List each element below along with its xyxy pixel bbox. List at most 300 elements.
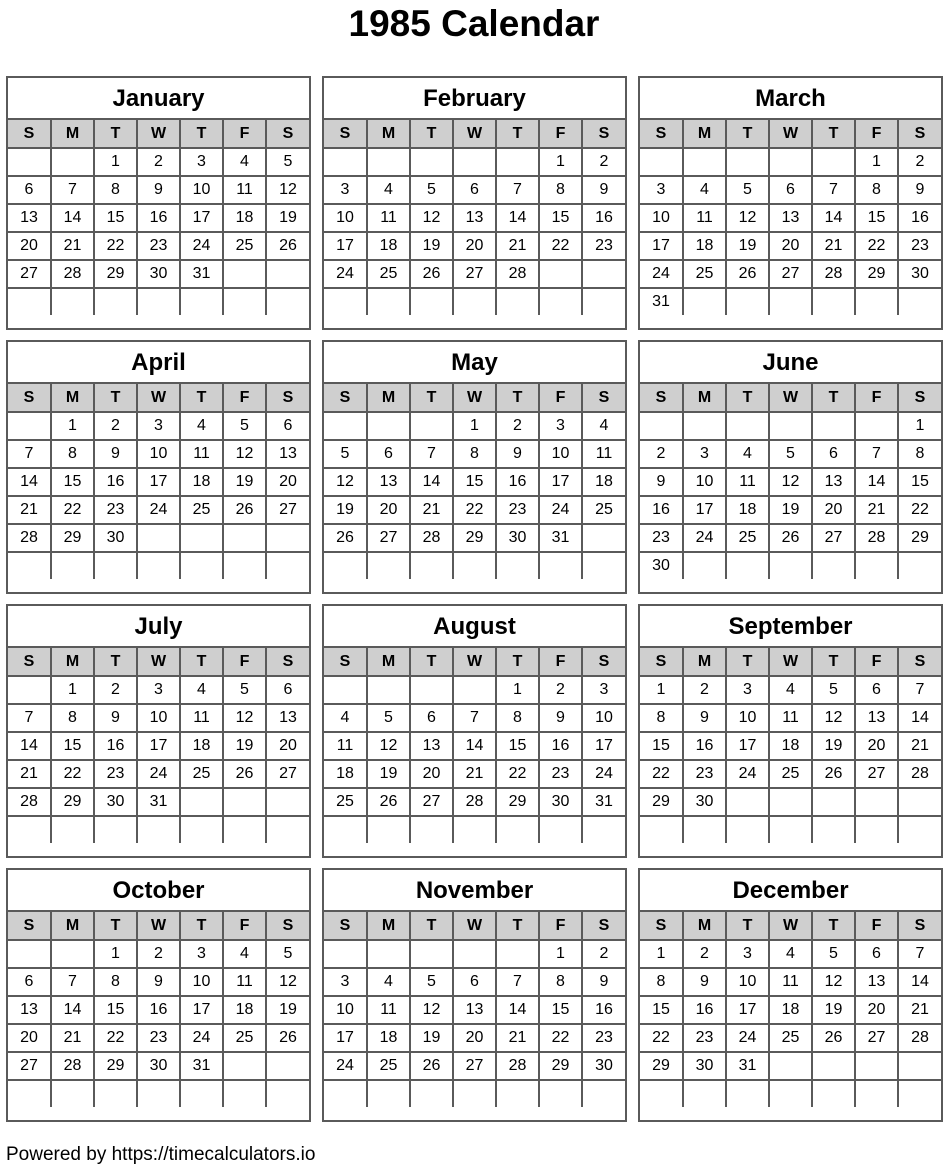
weekday-header: T [726,912,769,940]
month-name: August [324,606,625,648]
day-cell [137,288,180,315]
weekday-header: M [367,648,410,676]
day-cell [582,524,625,552]
day-cell [812,1080,855,1107]
weekday-header: S [640,384,683,412]
week-row [640,732,941,760]
day-cell: 4 [582,412,625,440]
day-cell: 18 [683,232,726,260]
day-cell: 8 [539,176,582,204]
weekday-header: T [496,120,539,148]
day-cell: 29 [453,524,496,552]
day-cell: 14 [51,204,94,232]
day-cell: 11 [769,704,812,732]
day-cell [453,288,496,315]
weekday-header: F [223,912,266,940]
day-cell: 15 [640,732,683,760]
week-row [8,816,309,843]
day-cell: 10 [137,440,180,468]
day-cell [180,788,223,816]
week-row [324,176,625,204]
day-cell: 30 [94,524,137,552]
day-cell: 1 [94,148,137,176]
day-cell: 10 [137,704,180,732]
day-cell [812,288,855,315]
day-cell: 12 [410,996,453,1024]
day-cell [582,1080,625,1107]
day-cell [726,816,769,843]
week-row [324,288,625,315]
week-row [640,1024,941,1052]
day-cell [51,148,94,176]
day-cell [223,1080,266,1107]
day-cell: 18 [180,468,223,496]
day-cell: 4 [769,676,812,704]
day-cell [855,288,898,315]
day-cell [769,1080,812,1107]
day-cell: 28 [51,1052,94,1080]
day-cell: 17 [180,204,223,232]
day-cell: 21 [898,996,941,1024]
day-cell: 14 [410,468,453,496]
day-cell [855,788,898,816]
month-name: January [8,78,309,120]
day-cell: 23 [94,760,137,788]
day-cell: 30 [683,1052,726,1080]
day-cell [769,816,812,843]
week-row [8,468,309,496]
day-cell [367,676,410,704]
weekday-header: S [266,120,309,148]
day-cell: 7 [8,440,51,468]
day-cell [137,552,180,579]
weekday-header: M [51,648,94,676]
day-cell: 20 [8,1024,51,1052]
month-name: March [640,78,941,120]
weekday-header: S [582,912,625,940]
day-cell [410,1080,453,1107]
day-cell: 11 [180,440,223,468]
day-cell: 10 [683,468,726,496]
day-cell: 24 [137,760,180,788]
weekday-header: F [855,384,898,412]
day-cell: 1 [453,412,496,440]
day-cell: 3 [324,176,367,204]
day-cell: 28 [8,524,51,552]
weekday-header: M [683,648,726,676]
weekday-header: S [266,912,309,940]
week-row [324,732,625,760]
day-cell [640,816,683,843]
weekday-header: S [898,912,941,940]
day-cell [410,552,453,579]
day-cell: 30 [683,788,726,816]
weekday-header: T [180,120,223,148]
day-cell: 6 [855,940,898,968]
day-cell: 11 [582,440,625,468]
weekday-header: T [496,648,539,676]
day-cell: 14 [855,468,898,496]
day-cell: 3 [582,676,625,704]
day-cell [640,148,683,176]
week-row [8,788,309,816]
day-cell: 17 [137,468,180,496]
day-cell: 8 [898,440,941,468]
day-cell: 9 [137,176,180,204]
day-cell: 19 [812,732,855,760]
day-cell: 7 [496,968,539,996]
day-cell: 3 [683,440,726,468]
day-cell: 3 [324,968,367,996]
day-cell [180,1080,223,1107]
day-cell: 19 [812,996,855,1024]
day-cell: 28 [855,524,898,552]
month-name: April [8,342,309,384]
day-cell [726,148,769,176]
day-cell: 21 [51,232,94,260]
day-cell: 3 [137,676,180,704]
week-row [324,468,625,496]
day-cell: 1 [496,676,539,704]
day-cell: 19 [367,760,410,788]
day-cell: 4 [324,704,367,732]
day-cell: 15 [94,204,137,232]
day-cell: 19 [726,232,769,260]
weekday-header: S [582,648,625,676]
weekday-header: F [539,120,582,148]
day-cell [769,788,812,816]
day-cell: 1 [898,412,941,440]
day-cell [539,552,582,579]
day-cell: 21 [410,496,453,524]
day-cell: 17 [582,732,625,760]
day-cell: 12 [812,704,855,732]
day-cell: 18 [726,496,769,524]
day-cell: 24 [726,760,769,788]
day-cell: 4 [180,412,223,440]
week-row [324,496,625,524]
day-cell: 25 [726,524,769,552]
day-cell: 21 [496,1024,539,1052]
day-cell [94,1080,137,1107]
day-cell: 22 [855,232,898,260]
weekday-header: M [683,912,726,940]
day-cell: 30 [137,260,180,288]
day-cell: 26 [266,1024,309,1052]
weekday-header: W [137,912,180,940]
day-cell: 15 [51,468,94,496]
day-cell: 28 [898,760,941,788]
day-cell: 17 [726,732,769,760]
month-april [6,340,311,594]
day-cell [367,412,410,440]
day-cell: 16 [683,996,726,1024]
day-cell: 30 [137,1052,180,1080]
day-cell: 29 [496,788,539,816]
day-cell: 10 [180,968,223,996]
day-cell: 23 [898,232,941,260]
weekday-header: W [137,384,180,412]
weekday-header: T [812,648,855,676]
weekday-header: W [453,120,496,148]
day-cell: 24 [324,1052,367,1080]
day-cell: 26 [812,1024,855,1052]
day-cell: 9 [496,440,539,468]
month-december [638,868,943,1122]
day-cell: 31 [582,788,625,816]
weekday-header: S [898,648,941,676]
weekday-header: W [453,912,496,940]
weekday-header: M [51,120,94,148]
day-cell [94,552,137,579]
day-cell: 26 [769,524,812,552]
day-cell: 27 [812,524,855,552]
day-cell: 23 [496,496,539,524]
day-cell: 14 [496,996,539,1024]
day-cell: 25 [769,1024,812,1052]
day-cell [453,816,496,843]
week-row [324,676,625,704]
day-cell: 23 [683,760,726,788]
weekday-header: W [769,120,812,148]
day-cell: 18 [324,760,367,788]
weekday-header: T [94,384,137,412]
weekday-header: S [266,384,309,412]
day-cell [223,816,266,843]
weekday-header: T [410,120,453,148]
month-june [638,340,943,594]
day-cell: 23 [94,496,137,524]
day-cell: 29 [94,1052,137,1080]
month-january [6,76,311,330]
day-cell: 1 [94,940,137,968]
weekday-header: S [582,384,625,412]
week-row [8,288,309,315]
day-cell: 25 [769,760,812,788]
week-row [640,412,941,440]
day-cell: 9 [683,704,726,732]
day-cell: 18 [223,996,266,1024]
day-cell [223,524,266,552]
day-cell [769,148,812,176]
day-cell: 2 [582,940,625,968]
week-row [324,524,625,552]
day-cell [496,552,539,579]
day-cell [539,1080,582,1107]
day-cell [683,148,726,176]
day-cell [726,552,769,579]
day-cell: 9 [94,704,137,732]
day-cell: 15 [51,732,94,760]
day-cell: 20 [8,232,51,260]
day-cell: 6 [812,440,855,468]
day-cell: 5 [812,676,855,704]
day-cell: 12 [266,176,309,204]
day-cell [8,412,51,440]
weekday-header: T [180,912,223,940]
month-table [640,120,941,315]
weekday-header: F [539,648,582,676]
day-cell: 21 [855,496,898,524]
day-cell: 27 [266,760,309,788]
day-cell: 5 [410,968,453,996]
month-october [6,868,311,1122]
day-cell: 25 [223,232,266,260]
day-cell: 17 [137,732,180,760]
day-cell: 19 [410,232,453,260]
week-row [8,204,309,232]
day-cell: 31 [180,260,223,288]
weekday-header: F [223,384,266,412]
day-cell: 8 [51,704,94,732]
day-cell: 1 [51,412,94,440]
day-cell [898,288,941,315]
week-row [640,940,941,968]
day-cell [539,260,582,288]
day-cell: 10 [726,704,769,732]
day-cell: 24 [640,260,683,288]
day-cell [51,940,94,968]
day-cell: 21 [51,1024,94,1052]
day-cell: 13 [8,204,51,232]
day-cell: 31 [539,524,582,552]
day-cell: 8 [539,968,582,996]
day-cell: 17 [324,1024,367,1052]
weekday-header: F [855,648,898,676]
weekday-header: M [51,912,94,940]
week-row [640,1080,941,1107]
day-cell: 1 [51,676,94,704]
day-cell: 17 [324,232,367,260]
day-cell: 27 [367,524,410,552]
day-cell: 19 [410,1024,453,1052]
day-cell [496,148,539,176]
day-cell: 7 [898,940,941,968]
day-cell: 12 [223,440,266,468]
day-cell: 7 [410,440,453,468]
day-cell: 30 [640,552,683,579]
day-cell: 3 [180,940,223,968]
day-cell: 24 [137,496,180,524]
day-cell [812,552,855,579]
weekday-header: S [324,384,367,412]
day-cell: 29 [94,260,137,288]
weekday-header: W [769,384,812,412]
day-cell: 11 [324,732,367,760]
day-cell: 22 [496,760,539,788]
day-cell: 28 [898,1024,941,1052]
day-cell: 13 [812,468,855,496]
day-cell: 2 [94,412,137,440]
day-cell [367,816,410,843]
day-cell: 29 [898,524,941,552]
day-cell: 19 [769,496,812,524]
day-cell: 8 [496,704,539,732]
week-row [324,1080,625,1107]
day-cell: 24 [582,760,625,788]
week-row [8,524,309,552]
day-cell: 6 [266,676,309,704]
week-row [8,176,309,204]
weekday-header: T [94,648,137,676]
day-cell: 13 [453,996,496,1024]
day-cell [640,412,683,440]
day-cell: 18 [367,1024,410,1052]
day-cell: 20 [855,732,898,760]
day-cell: 10 [640,204,683,232]
day-cell: 25 [683,260,726,288]
day-cell: 8 [51,440,94,468]
day-cell [223,1052,266,1080]
day-cell: 19 [223,468,266,496]
day-cell: 26 [266,232,309,260]
month-march [638,76,943,330]
day-cell [266,816,309,843]
weekday-header: T [726,384,769,412]
week-row [640,440,941,468]
day-cell [137,524,180,552]
day-cell [855,412,898,440]
day-cell: 9 [640,468,683,496]
weekday-header: S [898,120,941,148]
week-row [8,996,309,1024]
weekday-header: F [855,912,898,940]
day-cell: 16 [496,468,539,496]
day-cell: 22 [94,1024,137,1052]
day-cell: 14 [496,204,539,232]
day-cell [223,288,266,315]
month-name: October [8,870,309,912]
day-cell: 25 [324,788,367,816]
day-cell: 18 [223,204,266,232]
day-cell [266,260,309,288]
weekday-header: M [367,120,410,148]
day-cell: 8 [453,440,496,468]
day-cell: 4 [683,176,726,204]
day-cell: 6 [8,176,51,204]
day-cell: 5 [266,940,309,968]
month-table [324,912,625,1107]
day-cell: 11 [223,176,266,204]
weekday-header: T [94,912,137,940]
day-cell: 5 [223,676,266,704]
day-cell: 23 [539,760,582,788]
day-cell: 26 [410,260,453,288]
week-row [8,676,309,704]
day-cell: 23 [582,232,625,260]
day-cell [8,288,51,315]
month-table [324,648,625,843]
week-row [8,148,309,176]
day-cell: 3 [726,676,769,704]
day-cell: 25 [367,260,410,288]
weekday-header: M [51,384,94,412]
week-row [324,816,625,843]
day-cell: 19 [266,996,309,1024]
day-cell: 8 [855,176,898,204]
month-august [322,604,627,858]
day-cell: 4 [223,940,266,968]
day-cell: 2 [898,148,941,176]
day-cell: 11 [367,204,410,232]
day-cell: 6 [266,412,309,440]
day-cell [855,1080,898,1107]
day-cell: 23 [582,1024,625,1052]
week-row [324,260,625,288]
month-september [638,604,943,858]
day-cell: 4 [367,968,410,996]
day-cell: 5 [726,176,769,204]
